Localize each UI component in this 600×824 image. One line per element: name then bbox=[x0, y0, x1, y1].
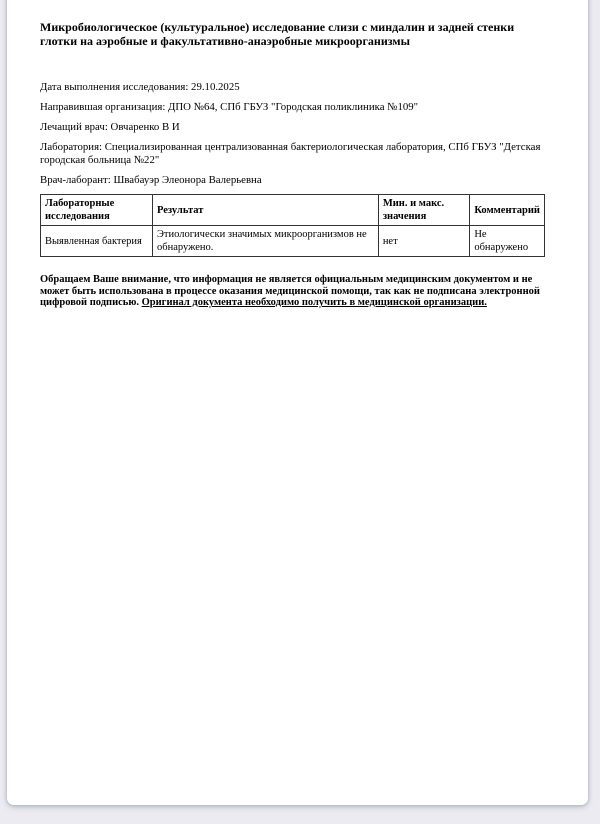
results-table bbox=[40, 194, 545, 257]
table-cell-comment: Не обнаружено bbox=[470, 226, 545, 257]
meta-lab-assistant: Врач-лаборант: Швабауэр Элеонора Валерьевна bbox=[40, 174, 262, 186]
table-header-row bbox=[41, 195, 545, 226]
meta-referring-organization: Направившая организация: ДПО №64, СПб ГБУЗ "Городская поликлиника №109" bbox=[40, 101, 419, 113]
table-cell-min-max: нет bbox=[378, 226, 470, 257]
disclaimer-original-note: Оригинал документа необходимо получить в медицинской организации. bbox=[141, 297, 487, 309]
meta-study-date: Дата выполнения исследования: 29.10.2025 bbox=[40, 81, 240, 93]
table-cell-test-name: Выявленная бактерия bbox=[41, 226, 153, 257]
table-header-comment: Комментарий bbox=[470, 195, 545, 226]
table-header-lab-tests: Лабораторные исследования bbox=[41, 195, 153, 226]
disclaimer-main-text: Обращаем Ваше внимание, что информация не является официальным медицинским документом и не может быть использована в процессе оказания медицинской помощи, так как не подписана электронной цифровой подписью. bbox=[40, 274, 540, 309]
disclaimer-text bbox=[40, 274, 545, 309]
meta-attending-doctor: Лечащий врач: Овчаренко В И bbox=[40, 121, 180, 133]
table-header-min-max: Мин. и макс. значения bbox=[378, 195, 470, 226]
document-content bbox=[7, 0, 545, 309]
table-row bbox=[41, 226, 545, 257]
meta-laboratory: Лаборатория: Специализированная централизованная бактериологическая лаборатория, СПб ГБУЗ "Детская городская больница №22" bbox=[40, 141, 541, 166]
table-header-result: Результат bbox=[153, 195, 379, 226]
table-cell-result: Этиологически значимых микроорганизмов не обнаружено. bbox=[153, 226, 379, 257]
document-title: Микробиологическое (культуральное) исследование слизи с миндалин и задней стенки глотки на аэробные и факультативно-анаэробные микроорганизмы bbox=[40, 20, 515, 48]
document-page bbox=[7, 0, 588, 805]
